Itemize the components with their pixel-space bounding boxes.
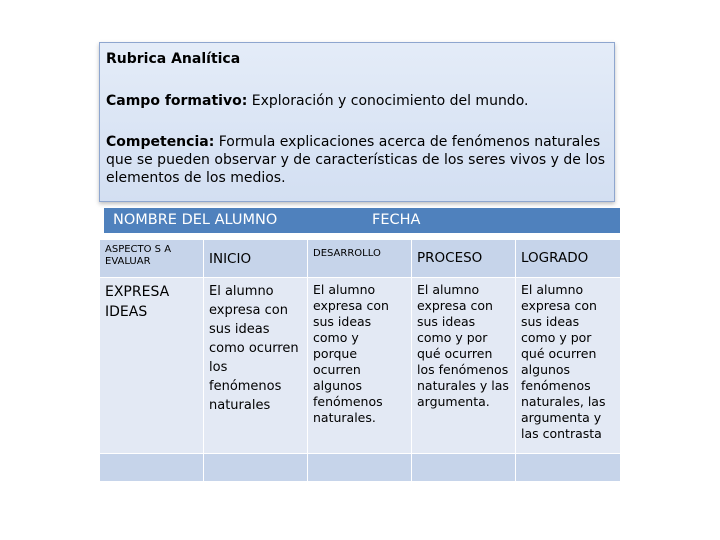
header-desarrollo: DESARROLLO xyxy=(308,240,412,278)
desarrollo-cell: El alumno expresa con sus ideas como y porque ocurren algunos fenómenos naturales. xyxy=(308,278,412,454)
empty-row xyxy=(100,454,621,482)
header-inicio: INICIO xyxy=(204,240,308,278)
competencia-value: Formula explicaciones acerca de fenómenos naturales que se pueden observar y de características de los seres vivos y de los elementos de los medios. xyxy=(106,134,606,186)
header-proceso: PROCESO xyxy=(412,240,516,278)
competencia-label: Competencia: xyxy=(106,134,215,150)
header-aspectos: ASPECTO S A EVALUAR xyxy=(100,240,204,278)
inicio-cell: El alumno expresa con sus ideas como ocurren los fenómenos naturales xyxy=(204,278,308,454)
student-info-bar xyxy=(104,208,620,233)
campo-formativo xyxy=(106,92,606,110)
empty-cell[interactable] xyxy=(100,454,204,482)
rubric-header-box xyxy=(99,42,615,202)
aspect-cell: EXPRESA IDEAS xyxy=(100,278,204,454)
empty-cell[interactable] xyxy=(516,454,621,482)
header-logrado: LOGRADO xyxy=(516,240,621,278)
table-row xyxy=(100,278,621,454)
logrado-cell: El alumno expresa con sus ideas como y por qué ocurren algunos fenómenos naturales, las argumenta y las contrasta xyxy=(516,278,621,454)
empty-cell[interactable] xyxy=(204,454,308,482)
proceso-cell: El alumno expresa con sus ideas como y por qué ocurren los fenómenos naturales y las argumenta. xyxy=(412,278,516,454)
competencia xyxy=(106,133,606,187)
header-row xyxy=(100,240,621,278)
date-label: FECHA xyxy=(372,212,421,228)
campo-formativo-label: Campo formativo: xyxy=(106,93,248,109)
empty-cell[interactable] xyxy=(412,454,516,482)
rubric-title: Rubrica Analítica xyxy=(106,51,241,67)
empty-cell[interactable] xyxy=(308,454,412,482)
campo-formativo-value: Exploración y conocimiento del mundo. xyxy=(247,93,529,109)
rubric-table xyxy=(99,239,621,482)
student-name-label: NOMBRE DEL ALUMNO xyxy=(113,212,278,228)
